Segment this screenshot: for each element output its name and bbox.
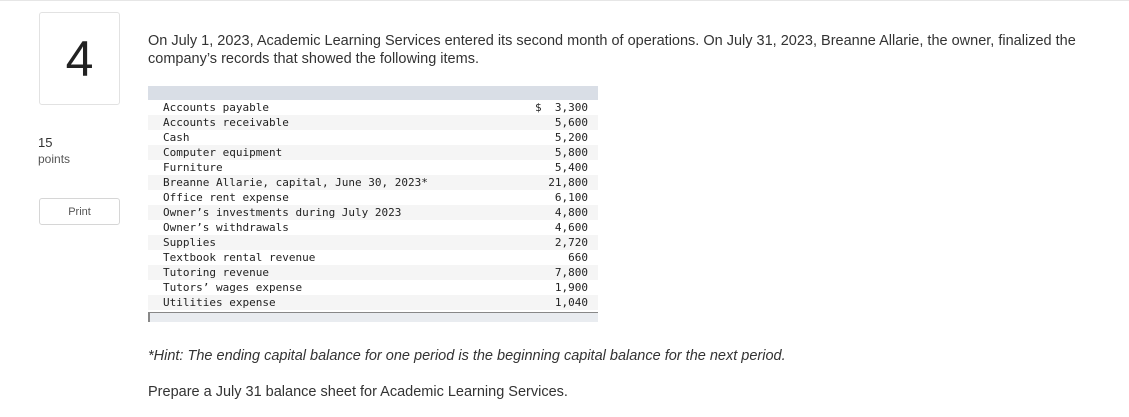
item-amount: 4,800 (515, 205, 598, 220)
item-amount: 5,400 (554, 161, 588, 174)
item-label: Tutors’ wages expense (163, 281, 303, 294)
hint-text: *Hint: The ending capital balance for one period is the beginning capital balance for the next period. (148, 348, 786, 364)
item-amount: 1,900 (554, 281, 588, 294)
instruction-text: Prepare a July 31 balance sheet for Academic Learning Services. (148, 384, 568, 400)
data-table-container (148, 86, 598, 322)
item-label: Owner’s investments during July 2023 (148, 205, 515, 220)
item-label: Furniture (163, 161, 223, 174)
item-label: Breanne Allarie, capital, June 30, 2023* (148, 175, 515, 190)
table-row (148, 280, 598, 295)
table-row (148, 295, 598, 310)
item-amount: 1,040 (515, 295, 598, 310)
table-row (148, 175, 598, 190)
table-row (148, 130, 598, 145)
table-row (148, 100, 598, 115)
table-row (148, 235, 598, 250)
item-amount: 5,600 (515, 115, 598, 130)
item-label: Accounts receivable (148, 115, 515, 130)
item-label: Accounts payable (163, 101, 269, 114)
table-row (148, 160, 598, 175)
table-row (148, 265, 598, 280)
item-label: Tutoring revenue (148, 265, 515, 280)
item-label: Computer equipment (148, 145, 515, 160)
table-row (148, 145, 598, 160)
item-amount: 660 (568, 251, 588, 264)
table-footer-bar (148, 312, 598, 322)
table-row (148, 250, 598, 265)
points-info (38, 134, 70, 168)
item-amount: 7,800 (515, 265, 598, 280)
item-amount: 5,800 (515, 145, 598, 160)
question-intro: On July 1, 2023, Academic Learning Services entered its second month of operations. On July 31, 2023, Breanne Allarie, the owner, finalized the company’s records that showed the following items. (148, 33, 1076, 67)
item-amount: 21,800 (515, 175, 598, 190)
item-label: Textbook rental revenue (163, 251, 316, 264)
table-row (148, 115, 598, 130)
question-number-box (39, 12, 120, 105)
item-label: Supplies (148, 235, 515, 250)
item-label: Cash (163, 131, 190, 144)
item-amount: 6,100 (554, 191, 588, 204)
item-amount: $ 3,300 (535, 101, 588, 114)
item-label: Utilities expense (148, 295, 515, 310)
points-value: 15 (38, 135, 53, 150)
item-amount: 2,720 (515, 235, 598, 250)
table-row (148, 220, 598, 235)
items-table (148, 100, 598, 310)
table-header-bar (148, 86, 598, 100)
question-number: 4 (65, 30, 94, 87)
top-divider (0, 0, 1129, 1)
points-label: points (38, 152, 71, 166)
table-row (148, 205, 598, 220)
item-label: Owner’s withdrawals (163, 221, 289, 234)
item-amount: 5,200 (554, 131, 588, 144)
print-button[interactable]: Print (39, 198, 120, 225)
table-row (148, 190, 598, 205)
item-label: Office rent expense (163, 191, 289, 204)
item-amount: 4,600 (554, 221, 588, 234)
